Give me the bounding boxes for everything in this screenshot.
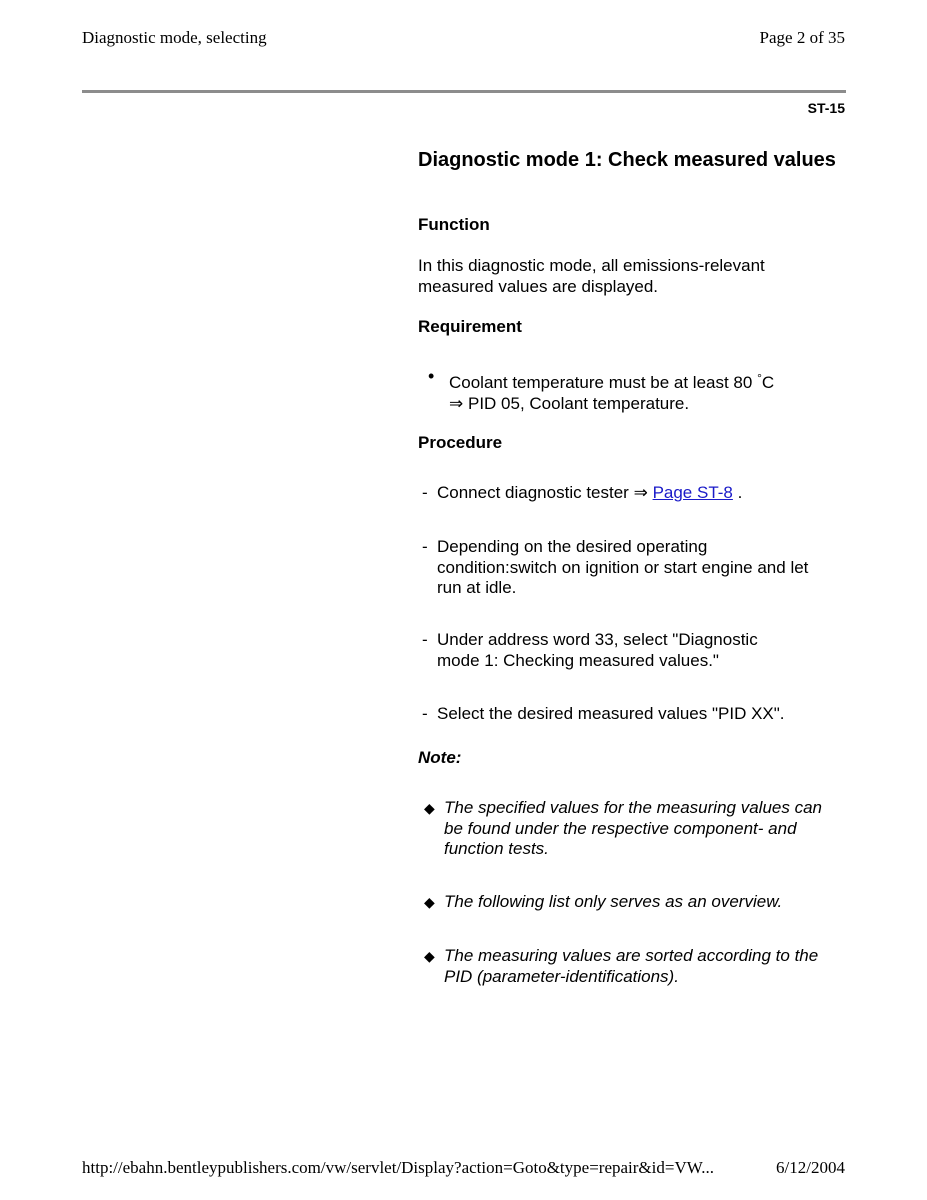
requirement-line1: Coolant temperature must be at least 80: [449, 373, 753, 392]
note2-text: The following list only serves as an overview.: [444, 892, 783, 911]
page-number: Page 2 of 35: [759, 28, 845, 47]
section-code: ST-15: [807, 100, 845, 116]
footer-date: 6/12/2004: [776, 1158, 845, 1177]
step2-text: Depending on the desired operating condition:switch on ignition or start engine and let run at idle.: [437, 537, 809, 597]
diamond-icon: ◆: [424, 894, 435, 910]
footer-url: http://ebahn.bentleypublishers.com/vw/servlet/Display?action=Goto&type=repair&id=VW...: [82, 1158, 714, 1177]
requirement-heading: Requirement: [418, 317, 522, 336]
step3-text: Under address word 33, select "Diagnostic mode 1: Checking measured values.": [437, 630, 758, 670]
diamond-icon: ◆: [424, 948, 435, 964]
step1-text: Connect diagnostic tester: [437, 483, 629, 502]
note3-text: The measuring values are sorted according to the PID (parameter-identifications).: [444, 946, 819, 986]
page-st8-link[interactable]: Page ST-8: [652, 483, 733, 502]
function-heading: Function: [418, 215, 490, 234]
dash-marker: -: [422, 483, 428, 502]
header-divider: [82, 90, 846, 93]
note1-text: The specified values for the measuring values can be found under the respective component- and function tests.: [444, 798, 822, 858]
diamond-icon: ◆: [424, 800, 435, 816]
arrow-right-icon: ⇒: [449, 393, 464, 413]
dash-marker: -: [422, 704, 428, 723]
degree-symbol: °: [757, 371, 762, 385]
step1-period: .: [737, 483, 743, 502]
header-title: Diagnostic mode, selecting: [82, 28, 267, 47]
note-heading: Note:: [418, 748, 462, 767]
function-text: In this diagnostic mode, all emissions-relevant measured values are displayed.: [418, 256, 765, 296]
page-title: Diagnostic mode 1: Check measured values: [418, 149, 836, 171]
dash-marker: -: [422, 537, 428, 556]
bullet-icon: •: [428, 366, 435, 386]
requirement-line2: PID 05, Coolant temperature.: [467, 393, 690, 413]
requirement-text: [449, 368, 839, 414]
procedure-heading: Procedure: [418, 433, 503, 452]
step4-text: Select the desired measured values "PID XX".: [437, 704, 785, 723]
arrow-right-icon: ⇒: [633, 483, 648, 502]
dash-marker: -: [422, 630, 428, 649]
step-text: [437, 483, 837, 504]
requirement-unit: C: [761, 373, 775, 392]
